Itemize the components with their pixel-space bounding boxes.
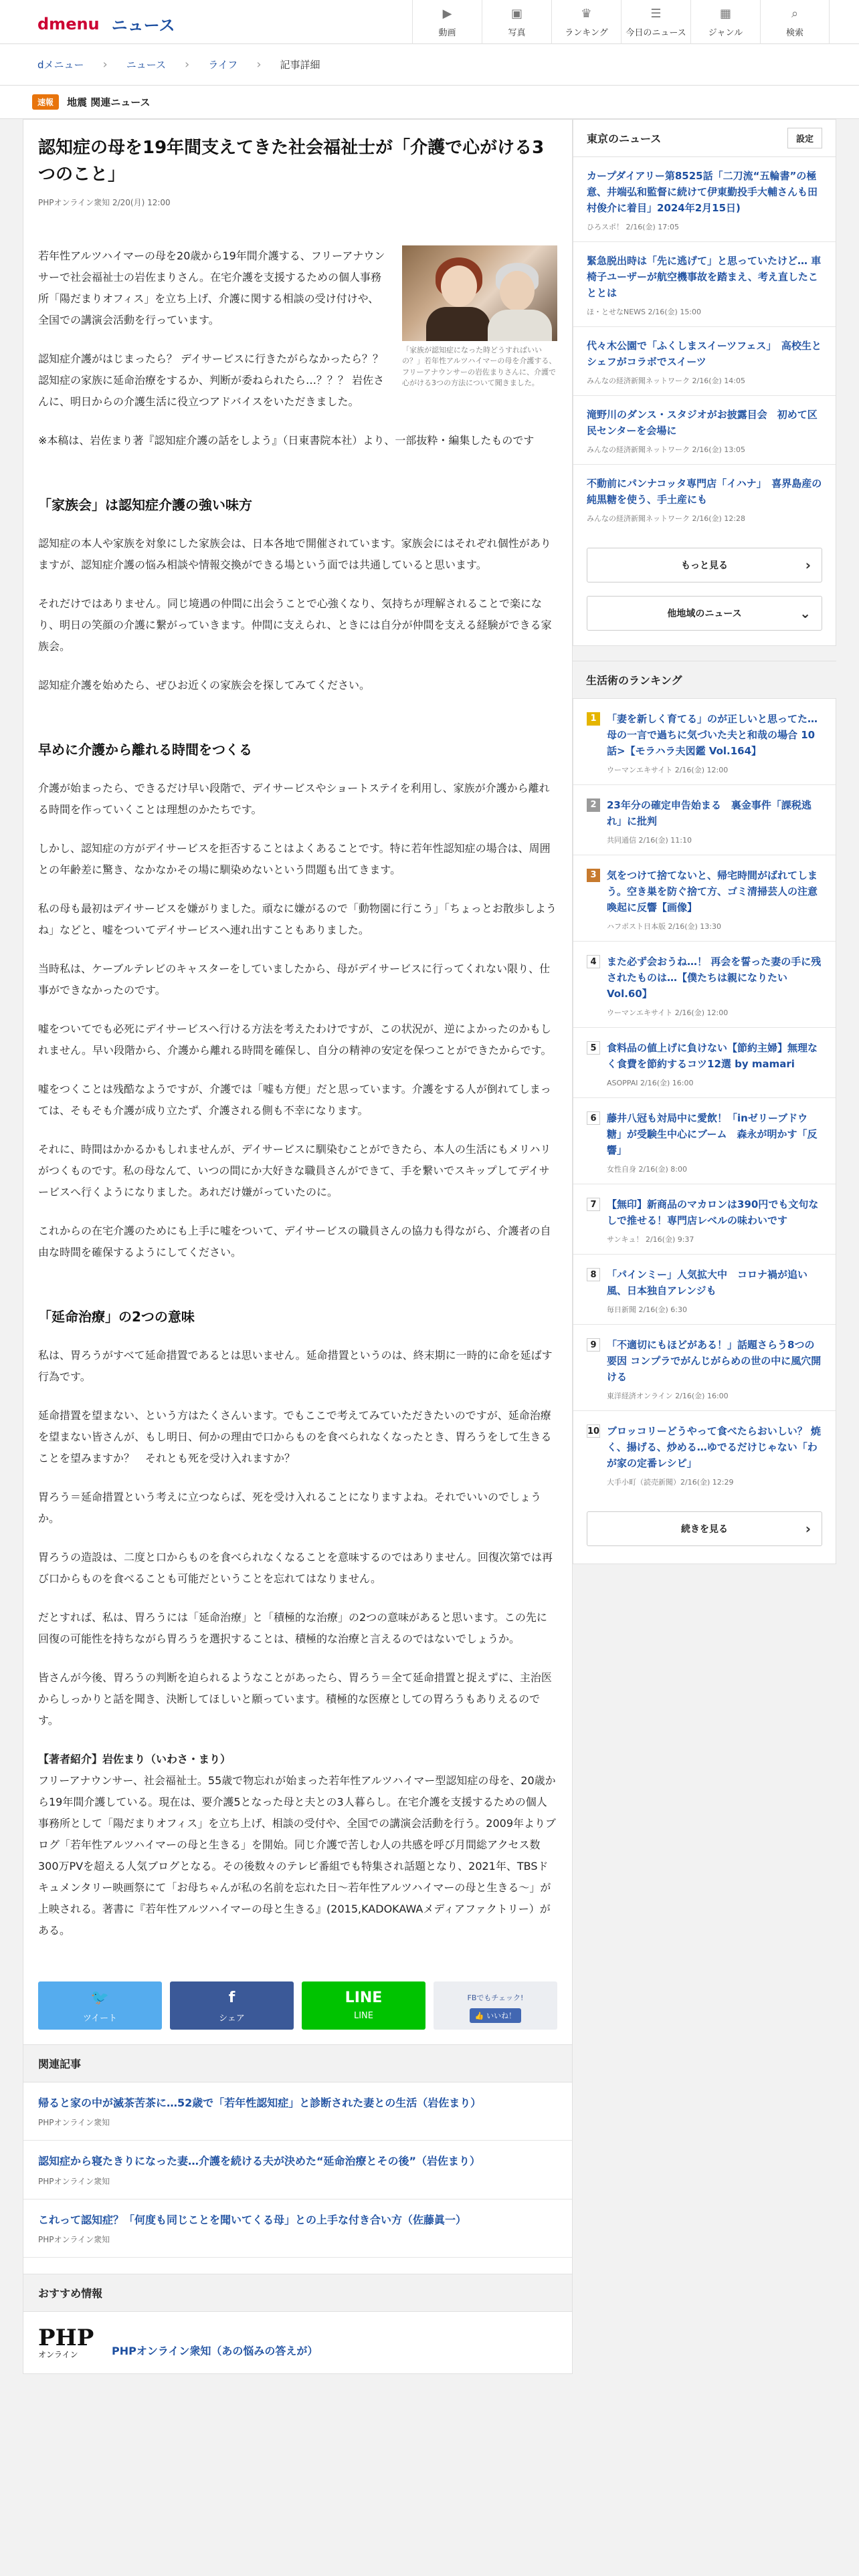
recommend-heading: おすすめ情報 [23,2274,572,2312]
breadcrumb-current: 記事詳細 [280,59,320,71]
figure-caption: 「家族が認知症になった時どうすればいいの？」若年性アルツハイマーの母を介護する、フリーアナウンサーの岩佐まりさんに、介護で心がける3つの方法について聞きました。 [402,345,557,388]
article-photo[interactable] [402,245,557,341]
ranking-title: 23年分の確定申告始まる 裏金事件「課税逃れ」に批判 [607,799,812,827]
related-title: 帰ると家の中が滅茶苦茶に…52歳で「若年性認知症」と診断された妻との生活（岩佐まり） [38,2096,482,2109]
rank-number: 5 [587,1041,600,1055]
body-paragraph: 私は、胃ろうがすべて延命措置であるとは思いません。延命措置というのは、終末期に一時的に命を延ばす行為です。 [38,1348,553,1383]
body-paragraph: それだけではありません。同じ境遇の仲間に出会うことで心強くなり、気持ちが理解されることで楽になり、明日の笑顔の介護に繋がっていきます。仲間に支えられ、ときには自分が仲間を支える経験ができる家族会。 [38,597,552,653]
breadcrumb [0,44,859,86]
body-paragraph: 嘘をついてでも必死にデイサービスへ行ける方法を考えたわけですが、この状況が、逆によかったのかもしれません。早い段階から、介護から離れる時間を確保し、自分の精神の安定を保つことができたからです。 [38,1022,552,1057]
nav-genre[interactable] [690,0,760,44]
ranking-list [573,699,836,1564]
fb-like-button[interactable]: 👍 いいね！ [470,2008,521,2023]
nav-today-label: 今日のニュース [626,28,686,38]
related-source: PHPオンライン衆知 [38,2176,110,2186]
ranking-heading: 生活術のランキング [573,661,836,699]
line-share-label: LINE [353,2010,373,2021]
nav-genre-label: ジャンル [708,28,743,38]
chevron-right-icon: › [256,58,262,72]
nav-photo-label: 写真 [508,28,526,38]
photo-shape [441,265,477,307]
rank-number: 9 [587,1338,600,1352]
intro-paragraph: 若年性アルツハイマーの母を20歳から19年間介護する、フリーアナウンサーで社会福祉士の岩佐まりさん。在宅介護を支援するための個人事務所「陽だまりオフィス」を立ち上げ、介護に関する相談の受け付けや、全国での講演会活動を行っています。 [38,249,385,326]
body-paragraph: 認知症介護を始めたら、ぜひお近くの家族会を探してみてください。 [38,678,371,691]
php-logo-text: PHP [38,2325,94,2352]
ranking-item[interactable] [573,1411,836,1497]
chevron-right-icon: › [185,58,190,72]
facebook-share-button[interactable] [170,1981,294,2030]
nav-ranking-label: ランキング [565,28,608,38]
ranking-title: 「不適切にもほどがある！」話題さらう8つの要因 コンプラでがんじがらめの世の中に風穴開ける [607,1339,822,1383]
breadcrumb-dmenu[interactable]: dメニュー [37,59,84,71]
photo-shape [488,310,552,341]
php-logo [38,2327,112,2359]
author-bio: フリーアナウンサー、社会福祉士。55歳で物忘れが始まった若年性アルツハイマー型認知症の母を、20歳から19年間介護している。現在は、要介護5となった母と夫との3人暮らし。在宅介護を支援するための個人事務所として「陽だまりオフィス」を立ち上げ、相談の受付や、全国での講演会活動を行う。2009年よりブログ「若年性アルツハイマーの母と生きる」を開始。同じ介護で苦しむ人の共感を呼び月間総アクセス数300万PVを超える人気ブログとなる。その後数々のテレビ番組でも特集され話題となり、2021年、TBSドキュメンタリー映画祭にて「お母ちゃんが私の名前を忘れた日〜若年性アルツハイマーの母と生きる〜」が上映される。著書に『若年性アルツハイマーの母と生きる』(2015,KADOKAWAメディアファクトリー）がある。 [38,1774,557,1937]
rank-number: 2 [587,798,600,812]
video-icon: ▶ [442,7,452,21]
rank-number: 6 [587,1111,600,1125]
related-title: 認知症から寝たきりになった妻…介護を続ける夫が決めた“延命治療とその後”（岩佐まり） [38,2155,481,2168]
chevron-right-icon: › [102,58,108,72]
intro-paragraph: 認知症介護がはじまったら？ デイサービスに行きたがらなかったら？？ 認知症の家族に延命治療をするか、判断が委ねられたら…？？？ 岩佐さんに、明日からの介護生活に役立つアドバイスをいただきました。 [38,352,394,408]
ranking-item[interactable] [573,785,836,855]
photo-shape [500,271,535,311]
tokyo-news-item[interactable] [573,157,836,242]
ranking-source: 女性自身 2/16(金) 8:00 [607,1165,687,1174]
ranking-title: また必ず会おうね…！ 再会を誓った妻の手に残されたものは…【僕たちは親になりたい Vol.60】 [607,956,822,1000]
article-meta[interactable]: PHPオンライン衆知 2/20(月) 12:00 [38,197,171,207]
tokyo-news-header [573,120,836,157]
rank-number: 10 [587,1424,600,1438]
ranking-source: ウーマンエキサイト 2/16(金) 12:00 [607,1008,729,1017]
tokyo-news-item[interactable] [573,242,836,327]
news-source: みんなの経済新聞ネットワーク 2/16(金) 14:05 [587,377,745,385]
body-paragraph: それに、時間はかかるかもしれませんが、デイサービスに馴染むことができたら、本人の生活にもメリハリがつくものです。私の母なんて、いつの間にか大好きな職員さんができて、手を繋いでスキップしてデイサービスへ行くようになりました。あれだけ嫌がっていたのに。 [38,1142,551,1198]
body-paragraph: 嘘をつくことは残酷なようですが、介護では「嘘も方便」だと思っています。介護をする人が倒れてしまっては、そもそも介護が成り立たず、介護される側も不幸になります。 [38,1082,551,1117]
ranking-item[interactable] [573,1098,836,1184]
related-item[interactable] [23,2199,572,2258]
line-icon: LINE [345,1989,383,2006]
article-title: 認知症の母を19年間支えてきた社会福祉士が「介護で心がける3つのこと」 [38,138,545,185]
body-paragraph: 私の母も最初はデイサービスを嫌がりました。頑なに嫌がるので「動物園に行こう」「ちょっとお散歩しようね」などと、嘘をついてデイサービスへ連れ出すこともありました。 [38,901,557,936]
news-title: 滝野川のダンス・スタジオがお披露目会 初めて区民センターを会場に [587,409,818,437]
twitter-icon: 🐦 [90,1989,110,2006]
other-region-label: 他地域のニュース [667,609,742,619]
body-paragraph: これからの在宅介護のためにも上手に嘘をついて、デイサービスの職員さんの協力も得ながら、介護者の自由な時間を確保するようにしてください。 [38,1224,551,1259]
news-title: 緊急脱出時は「先に逃げて」と思っていたけど… 車椅子ユーザーが航空機事故を踏まえ、考え直したこととは [587,255,822,299]
body-paragraph: しかし、認知症の方がデイサービスを拒否することはよくあることです。特に若年性認知症の場合は、周囲との年齢差に驚き、なかなかその場に馴染めないという問題も出てきます。 [38,841,551,876]
ranking-item[interactable] [573,1325,836,1411]
ranking-source: ウーマンエキサイト 2/16(金) 12:00 [607,766,729,774]
main-column [23,119,573,2374]
body-paragraph: 当時私は、ケーブルテレビのキャスターをしていましたから、母がデイサービスに行ってくれない限り、仕事ができなかったのです。 [38,962,551,996]
ranking-item[interactable] [573,1255,836,1325]
breaking-text: 地震 関連ニュース [67,96,151,108]
body-paragraph: 延命措置を望まない、という方はたくさんいます。でもここで考えてみていただきたいのですが、延命治療を望まない皆さんが、もし明日、何かの理由で口からものを食べられなくなったとき、胃ろうをして生きることを望みますか？ それとも死を受け入れますか？ [38,1408,552,1465]
section-heading: 早めに介護から離れる時間をつくる [38,741,252,758]
ranking-item[interactable] [573,855,836,942]
share-bar [23,1972,572,2044]
ranking-source: ASOPPAI 2/16(金) 16:00 [607,1079,694,1087]
section-heading: 「延命治療」の2つの意味 [38,1308,195,1325]
brand-name: dmenu [37,14,100,33]
ranking-source: 共同通信 2/16(金) 11:10 [607,836,692,845]
ranking-item[interactable] [573,942,836,1028]
news-source: みんなの経済新聞ネットワーク 2/16(金) 12:28 [587,514,745,523]
more-news-button[interactable] [587,548,822,582]
facebook-share-label: シェア [219,2013,245,2024]
dmenu-logo[interactable] [37,12,175,35]
ranking-source: 大手小町（読売新聞）2/16(金) 12:29 [607,1478,734,1487]
ranking-item[interactable] [573,699,836,785]
recommend-item[interactable] [23,2312,572,2373]
nav-ranking[interactable] [551,0,621,44]
body-paragraph: 介護が始まったら、できるだけ早い段階で、デイサービスやショートステイを利用し、家族が介護から離れる時間を作っていくことは理想のかたちです。 [38,781,550,816]
tweet-button[interactable] [38,1981,162,2030]
body-paragraph: 皆さんが今後、胃ろうの判断を迫られるようなことがあったら、胃ろう＝全て延命措置と捉えずに、主治医からしっかりと話を聞き、決断してほしいと願っています。積極的な医療としての胃ろうもありえるのです。 [38,1671,552,1727]
line-share-button[interactable] [302,1981,425,2030]
other-region-button[interactable] [587,596,822,631]
ranking-source: サンキュ！ 2/16(金) 9:37 [607,1235,694,1244]
ranking-more-label: 続きを見る [681,1524,728,1535]
photo-icon: ▣ [510,7,522,21]
chevron-right-icon: › [805,1521,811,1537]
news-title: 不動前にパンナコッタ専門店「イハナ」 喜界島産の純黒糖を使う、手土産にも [587,477,822,506]
related-title: これって認知症？「何度も同じことを聞いてくる母」との上手な付き合い方（佐藤眞一） [38,2213,467,2226]
genre-icon: ▦ [719,7,731,21]
ranking-title: 藤井八冠も対局中に愛飲！「inゼリーブドウ糖」が受験生中心にブーム 森永が明かす「反響」 [607,1112,818,1156]
rank-number: 7 [587,1198,600,1211]
breaking-alert[interactable] [0,86,859,119]
rank-number: 3 [587,869,600,882]
body-paragraph: 認知症の本人や家族を対象にした家族会は、日本各地で開催されています。家族会にはそれぞれ個性がありますが、認知症介護の悩み相談や情報交換ができる場という面では共通していると思います。 [38,536,551,571]
tokyo-news-item[interactable] [573,396,836,465]
ranking-icon: ♛ [581,7,592,21]
ranking-item[interactable] [573,1028,836,1098]
news-source: ひろスポ！ 2/16(金) 17:05 [587,223,679,231]
breaking-badge: 速報 [32,94,59,110]
php-logo-sub: オンライン [38,2350,78,2360]
recommend-title: PHPオンライン衆知（あの悩みの答えが） [112,2345,318,2358]
global-header [0,0,859,44]
global-nav [412,0,830,44]
ranking-more-button[interactable] [587,1511,822,1546]
photo-shape [426,307,490,341]
ranking-title: 食料品の値上げに負けない【節約主婦】無理なく食費を節約するコツ12選 by mamari [607,1042,818,1070]
news-title: カープダイアリー第8525話「二刀流“五輪書”の極意、井端弘和監督に続けて伊東勤投手大輔さんも田村俊介に着目」2024年2月15日) [587,170,818,214]
article [23,120,572,1972]
tweet-label: ツイート [82,2013,118,2024]
more-news-label: もっと見る [681,560,728,571]
spacer [573,631,836,645]
nav-video-label: 動画 [438,28,456,38]
ranking-title: ブロッコリーどうやって食べたらおいしい？ 焼く、揚げる、炒める…ゆでるだけじゃない「わが家の定番レシピ」 [607,1425,821,1469]
search-icon: ⌕ [791,7,799,21]
nav-search[interactable] [760,0,830,44]
rank-number: 1 [587,712,600,726]
rank-number: 4 [587,955,600,968]
body-paragraph: 胃ろう＝延命措置という考えに立つならば、死を受け入れることになりますよね。それでいいのでしょうか。 [38,1490,542,1525]
tokyo-news-heading: 東京のニュース [587,132,662,145]
related-heading: 関連記事 [23,2044,572,2082]
rank-number: 8 [587,1268,600,1281]
body-paragraph: 胃ろうの造設は、二度と口からものを食べられなくなることを意味するのではありません。回復次第では再び口からものを食べることも可能だということを忘れてはなりません。 [38,1550,553,1585]
ranking-source: 毎日新聞 2/16(金) 6:30 [607,1305,687,1314]
facebook-icon: f [228,1989,235,2006]
chevron-right-icon: › [805,557,811,573]
ranking-title: 「妻を新しく育てる」のが正しいと思ってた…母の一言で過ちに気づいた夫と和哉の場合 10話>【モラハラ夫図鑑 Vol.164】 [607,713,818,757]
sidebar [573,119,836,2374]
ranking-source: ハフポスト日本版 2/16(金) 13:30 [607,922,721,931]
ranking-source: 東洋経済オンライン 2/16(金) 16:00 [607,1392,729,1400]
article-body [38,245,557,1941]
breadcrumb-news[interactable]: ニュース [126,59,166,71]
news-source: みんなの経済新聞ネットワーク 2/16(金) 13:05 [587,445,745,454]
ranking-item[interactable] [573,1184,836,1255]
body-paragraph: だとすれば、私は、胃ろうには「延命治療」と「積極的な治療」の2つの意味があると思います。この先に回復の可能性を持ちながら胃ろうを選択することは、積極的な治療と言えるのではないでしょうか。 [38,1610,547,1645]
section-heading: 「家族会」は認知症介護の強い味方 [38,496,252,513]
nav-photo[interactable] [482,0,551,44]
nav-search-label: 検索 [785,28,803,38]
content-wrap [23,119,836,2374]
tokyo-news-item[interactable] [573,327,836,396]
nav-video[interactable] [412,0,482,44]
ranking-title: 【無印】新商品のマカロンは390円でも文句なしで推せる！専門店レベルの味わいです [607,1198,819,1226]
related-source: PHPオンライン衆知 [38,2118,110,2128]
breadcrumb-life[interactable]: ライフ [208,59,238,71]
news-source: ほ・とせなNEWS 2/16(金) 15:00 [587,308,702,316]
ranking-title: 「パインミー」人気拡大中 コロナ禍が追い風、日本独自アレンジも [607,1269,808,1297]
related-item[interactable] [23,2082,572,2141]
chevron-down-icon: ⌄ [799,605,811,621]
today-icon: ☰ [650,7,662,21]
related-source: PHPオンライン衆知 [38,2235,110,2245]
tokyo-news-box [573,119,836,646]
fb-like-box [434,1981,557,2030]
author-heading: 【著者紹介】岩佐まり（いわさ・まり） [38,1752,231,1765]
article-figure[interactable] [402,245,557,389]
intro-paragraph: ※本稿は、岩佐まり著『認知症介護の話をしよう』（日東書院本社）より、一部抜粋・編集したものです [38,433,535,447]
related-item[interactable] [23,2141,572,2199]
tokyo-news-item[interactable] [573,465,836,533]
service-name: ニュース [111,16,175,35]
settings-button[interactable]: 設定 [787,128,822,148]
news-title: 代々木公園で「ふくしまスイーツフェス」 高校生とシェフがコラボでスイーツ [587,340,822,368]
nav-today[interactable] [621,0,690,44]
ranking-title: 気をつけて捨てないと、帰宅時間がばれてしまう。空き巣を防ぐ捨て方、ゴミ清掃芸人の注意喚起に反響【画像】 [607,869,818,914]
fb-check-label: FBでもチェック! [467,1993,524,2002]
